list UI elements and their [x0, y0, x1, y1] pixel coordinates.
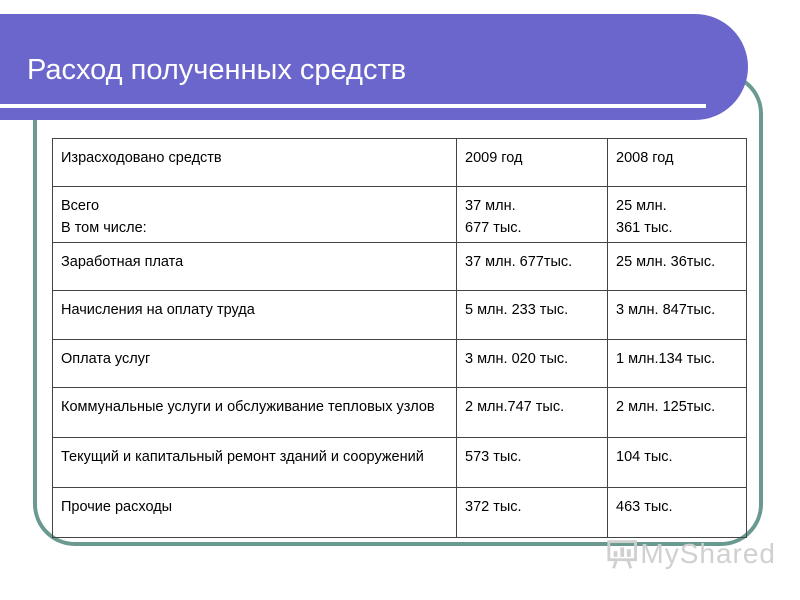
title-underline	[0, 104, 706, 108]
table-row	[53, 340, 747, 388]
watermark	[606, 534, 776, 574]
title-bar	[0, 14, 748, 120]
table-cell: 5 млн. 233 тыс.	[457, 291, 608, 340]
table-cell: Прочие расходы	[53, 488, 457, 538]
slide-title: Расход полученных средств	[27, 54, 407, 86]
table-row	[53, 488, 747, 538]
presentation-board-icon	[606, 537, 638, 571]
table-cell: 573 тыс.	[457, 438, 608, 488]
table-cell: 3 млн. 847тыс.	[608, 291, 747, 340]
expenses-table	[52, 138, 747, 538]
table-cell: Начисления на оплату труда	[53, 291, 457, 340]
table-cell: 372 тыс.	[457, 488, 608, 538]
table-cell: 25 млн. 36тыс.	[608, 243, 747, 291]
watermark-text: MyShared	[640, 538, 776, 569]
table-cell: Коммунальные услуги и обслуживание тепловых узлов	[53, 388, 457, 438]
table-row	[53, 291, 747, 340]
table-cell: 2 млн. 125тыс.	[608, 388, 747, 438]
header-cell: 2009 год	[457, 139, 608, 187]
table-cell: Заработная плата	[53, 243, 457, 291]
table-cell: 463 тыс.	[608, 488, 747, 538]
table-cell: Оплата услуг	[53, 340, 457, 388]
table-cell: 37 млн. 677тыс.	[457, 243, 608, 291]
table-cell: 104 тыс.	[608, 438, 747, 488]
table-cell: 1 млн.134 тыс.	[608, 340, 747, 388]
header-cell: 2008 год	[608, 139, 747, 187]
table-row	[53, 187, 747, 243]
table-cell: 2 млн.747 тыс.	[457, 388, 608, 438]
table-cell: 25 млн. 361 тыс.	[608, 187, 747, 243]
header-cell: Израсходовано средств	[53, 139, 457, 187]
table-row	[53, 388, 747, 438]
table-row	[53, 243, 747, 291]
table-row	[53, 438, 747, 488]
table-cell: 3 млн. 020 тыс.	[457, 340, 608, 388]
table-cell: Текущий и капитальный ремонт зданий и сооружений	[53, 438, 457, 488]
table-header-row	[53, 139, 747, 187]
table-cell: Всего В том числе:	[53, 187, 457, 243]
table-cell: 37 млн. 677 тыс.	[457, 187, 608, 243]
